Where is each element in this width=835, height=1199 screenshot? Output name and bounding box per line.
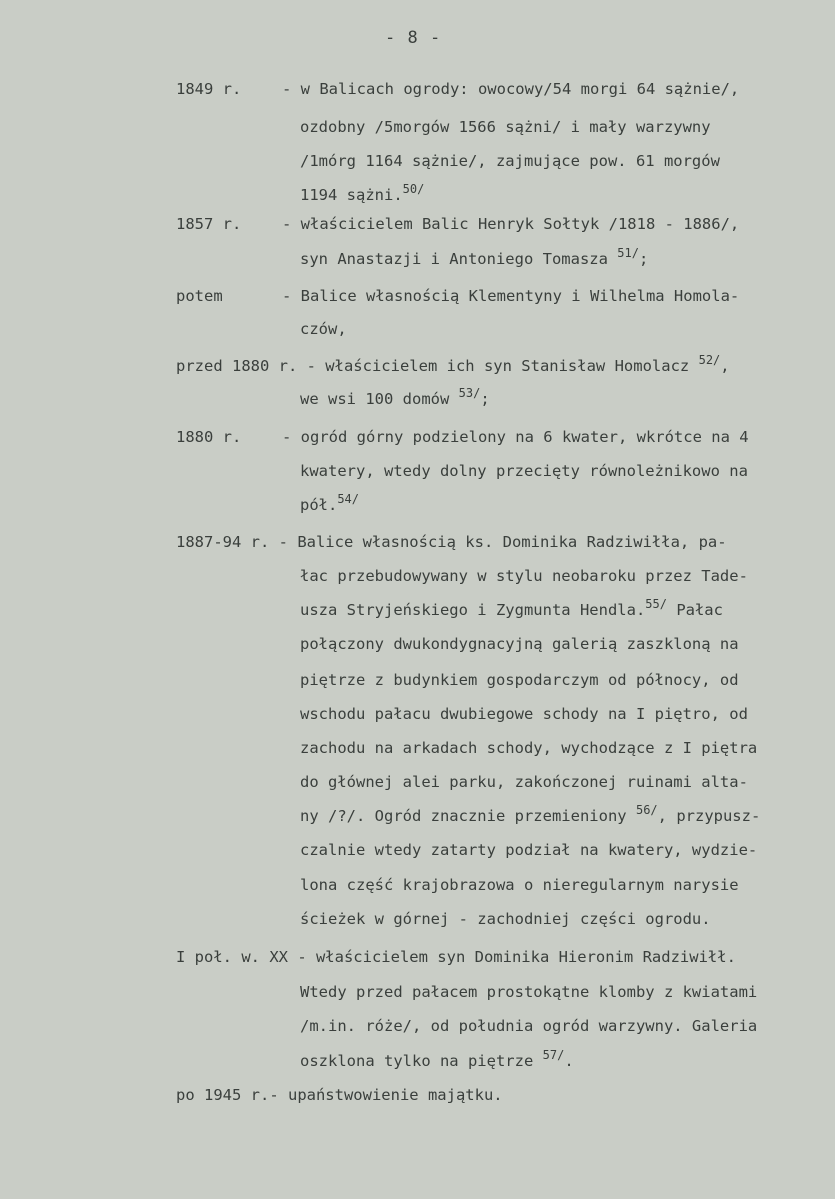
entry-date: I poł. w. XX - właścicielem syn Dominika Hieronim Radziwiłł. [176,948,736,966]
footnote-ref: 57/ [542,1048,565,1062]
entry-text-line: ścieżek w górnej - zachodniej części ogrodu. [300,910,711,928]
entry-date: 1857 r. [176,215,242,233]
footnote-ref: 56/ [635,803,658,817]
entry-text-line: kwatery, wtedy dolny przecięty równoleżnikowo na [300,462,748,480]
entry-text-line: we wsi 100 domów $^{53/}$; [300,386,490,408]
entry-text-line: usza Stryjeńskiego i Zygmunta Hendla.$^{55/}$ Pałac [300,597,723,619]
entry-date: przed 1880 r. - właścicielem ich syn Stanisław Homolacz $^{52/}$, [176,353,730,375]
entry-text-line: czów, [300,320,347,338]
entry-text-line: syn Anastazji i Antoniego Tomasza $^{51/}$; [300,246,649,268]
entry-text-line: ny /?/. Ogród znacznie przemieniony $^{56/}$, przypusz- [300,803,761,825]
entry-text-line: zachodu na arkadach schody, wychodzące z I piętra [300,739,758,757]
entry-text-line: do głównej alei parku, zakończonej ruinami alta- [300,773,748,791]
entry-text-line: pół.$^{54/}$ [300,492,360,514]
entry-text-line: - ogród górny podzielony na 6 kwater, wkrótce na 4 [282,428,749,446]
entry-text-line: oszklona tylko na piętrze $^{57/}$. [300,1048,574,1070]
entry-text-line: wschodu pałacu dwubiegowe schody na I piętro, od [300,705,748,723]
footnote-ref: 54/ [337,492,360,506]
entry-date: 1880 r. [176,428,242,446]
entry-date: 1887-94 r. - Balice własnością ks. Dominika Radziwiłła, pa- [176,533,727,551]
footnote-ref: 52/ [698,353,721,367]
entry-date: potem [176,287,223,305]
entry-text-line: piętrze z budynkiem gospodarczym od północy, od [300,671,739,689]
entry-text-line: lona część krajobrazowa o nieregularnym narysie [300,876,739,894]
entry-text-line: połączony dwukondygnacyjną galerią zaszkloną na [300,635,739,653]
entry-text-line: ozdobny /5morgów 1566 sążni/ i mały warzywny [300,118,711,136]
entry-date: 1849 r. [176,80,242,98]
entry-text-line: czalnie wtedy zatarty podział na kwatery, wydzie- [300,841,758,859]
entry-text-line: - w Balicach ogrody: owocowy/54 morgi 64 sążnie/, [282,80,740,98]
entry-text-line: /m.in. róże/, od południa ogród warzywny. Galeria [300,1017,758,1035]
entry-text-line: Wtedy przed pałacem prostokątne klomby z kwiatami [300,983,758,1001]
entry-date: po 1945 r.- upaństwowienie majątku. [176,1086,503,1104]
footnote-ref: 50/ [402,182,425,196]
footnote-ref: 53/ [458,386,481,400]
entry-text-line: - właścicielem Balic Henryk Sołtyk /1818 - 1886/, [282,215,740,233]
page-number: - 8 - [385,28,442,48]
footnote-ref: 55/ [645,597,667,611]
entry-text-line: 1194 sążni.$^{50/}$ [300,182,425,204]
entry-text-line: /1mórg 1164 sążnie/, zajmujące pow. 61 morgów [300,152,720,170]
entry-text-line: łac przebudowywany w stylu neobaroku przez Tade- [300,567,748,585]
entry-text-line: - Balice własnością Klementyny i Wilhelma Homola- [282,287,740,305]
footnote-ref: 51/ [617,246,639,260]
